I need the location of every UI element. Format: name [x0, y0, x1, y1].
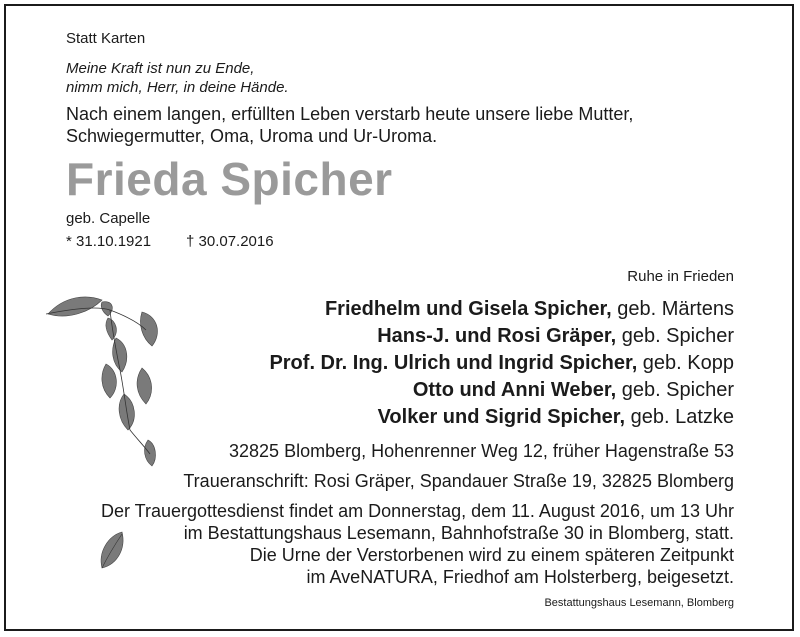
- family-birthname: geb. Spicher: [616, 325, 734, 347]
- family-birthname: geb. Spicher: [616, 379, 734, 401]
- service-line: im AveNATURA, Friedhof am Holsterberg, beigesetzt.: [306, 567, 734, 587]
- family-birthname: geb. Märtens: [611, 298, 734, 320]
- statt-karten: Statt Karten: [66, 30, 146, 47]
- intro-line: Schwiegermutter, Oma, Uroma und Ur-Uroma.: [66, 126, 438, 146]
- ruhe-in-frieden: Ruhe in Frieden: [627, 268, 734, 285]
- verse-line: nimm mich, Herr, in deine Hände.: [66, 79, 289, 96]
- family-list: [269, 296, 734, 431]
- deceased-name: Frieda Spicher: [66, 153, 393, 205]
- birch-branch-illustration: [46, 290, 166, 470]
- family-names: Otto und Anni Weber,: [412, 379, 617, 401]
- verse-line: Meine Kraft ist nun zu Ende,: [66, 60, 255, 77]
- birth-date: * 31.10.1921: [66, 233, 152, 250]
- funeral-home-credit: Bestattungshaus Lesemann, Blomberg: [544, 597, 734, 609]
- intro-text: [66, 103, 633, 147]
- service-line: Der Trauergottesdienst findet am Donnerstag, dem 11. August 2016, um 13 Uhr: [100, 501, 734, 521]
- verse: [66, 59, 289, 97]
- service-line: im Bestattungshaus Lesemann, Bahnhofstraße 30 in Blomberg, statt.: [183, 523, 734, 543]
- birth-name: geb. Capelle: [66, 210, 151, 227]
- trauer-address: Traueranschrift: Rosi Gräper, Spandauer Straße 19, 32825 Blomberg: [183, 471, 734, 491]
- intro-line: Nach einem langen, erfüllten Leben verstarb heute unsere liebe Mutter,: [66, 104, 634, 124]
- family-row: [269, 296, 734, 323]
- family-names: Friedhelm und Gisela Spicher,: [324, 298, 612, 320]
- family-names: Hans-J. und Rosi Gräper,: [377, 325, 617, 347]
- family-names: Prof. Dr. Ing. Ulrich und Ingrid Spicher,: [269, 352, 638, 374]
- family-row: [269, 323, 734, 350]
- family-birthname: geb. Latzke: [625, 406, 734, 428]
- family-row: [269, 377, 734, 404]
- service-info: [101, 500, 734, 588]
- family-row: [269, 404, 734, 431]
- family-address: 32825 Blomberg, Hohenrenner Weg 12, früher Hagenstraße 53: [229, 441, 734, 461]
- death-date: † 30.07.2016: [186, 233, 274, 250]
- family-names: Volker und Sigrid Spicher,: [377, 406, 626, 428]
- family-birthname: geb. Kopp: [637, 352, 734, 374]
- family-row: [269, 350, 734, 377]
- service-line: Die Urne der Verstorbenen wird zu einem späteren Zeitpunkt: [249, 545, 734, 565]
